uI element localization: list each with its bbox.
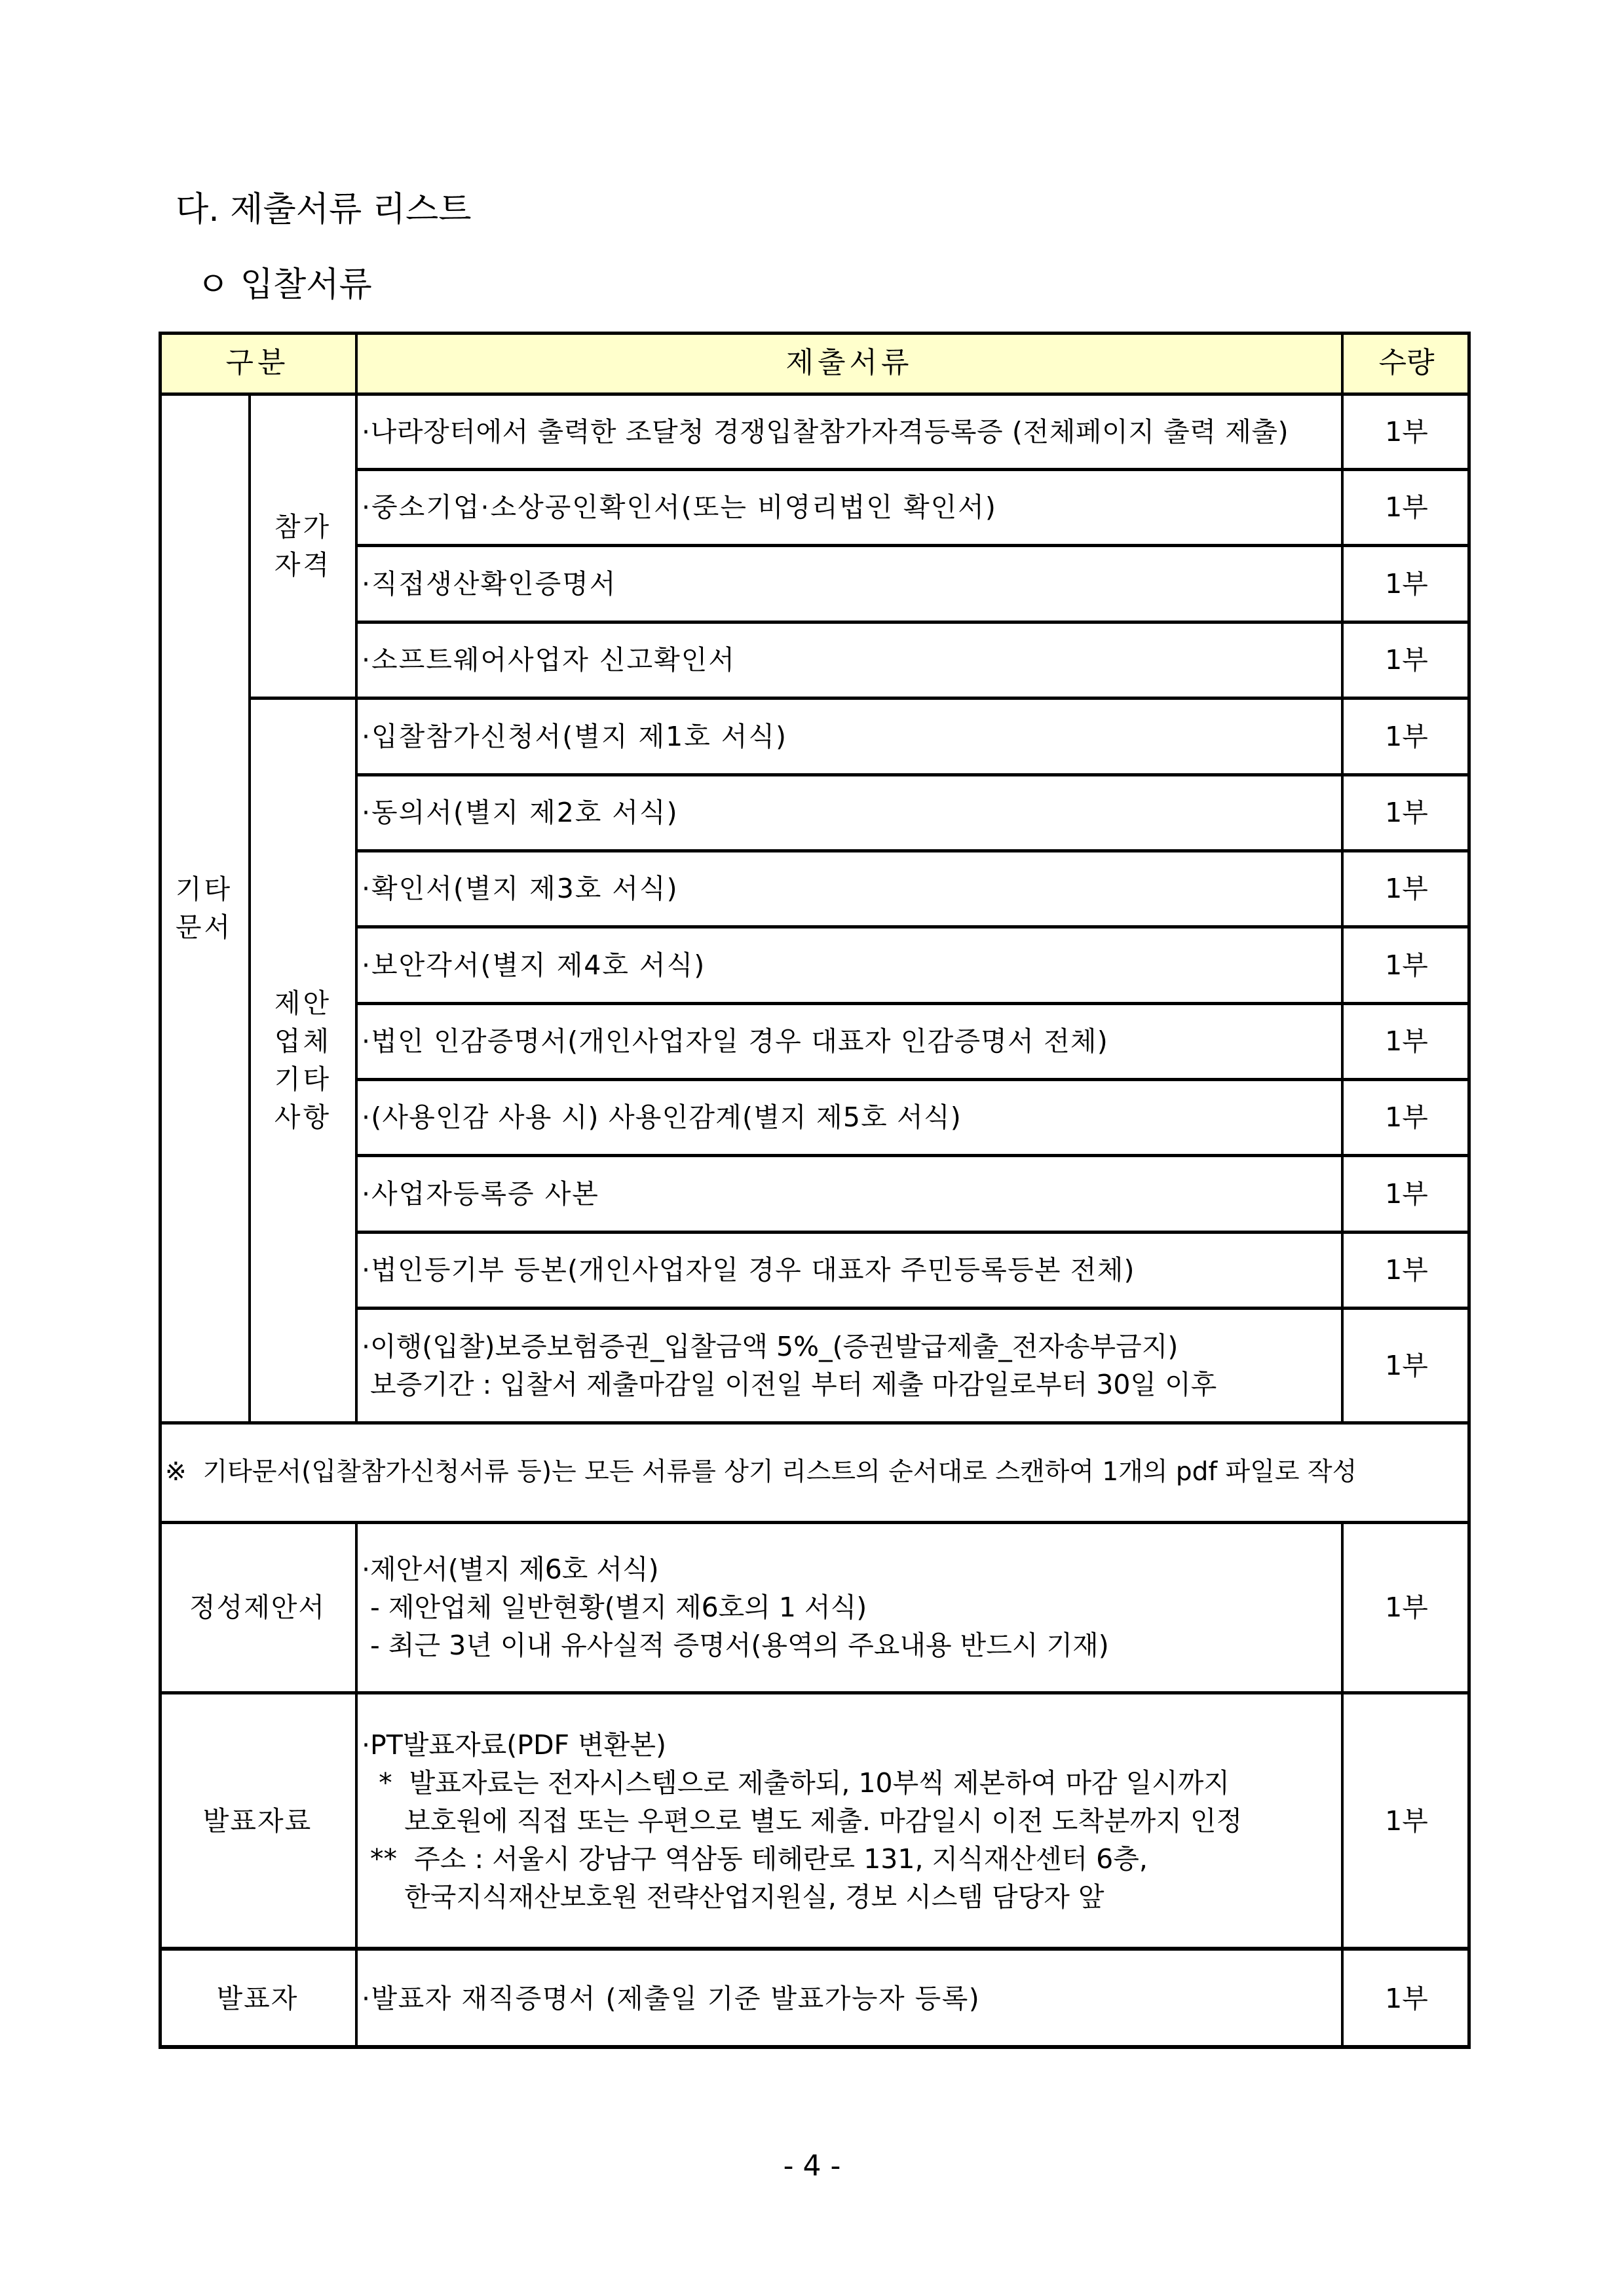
doc-text: ·발표자 재직증명서 (제출일 기준 발표가능자 등록)	[362, 1982, 981, 2014]
table-row-doc	[356, 1079, 1342, 1155]
table-row-doc	[356, 545, 1342, 622]
table-row-doc	[356, 1232, 1342, 1308]
table-border	[355, 468, 1471, 471]
qty-text: 1부	[1385, 1101, 1428, 1133]
qty-text: 1부	[1385, 567, 1428, 600]
doc-text: ·(사용인감 사용 시) 사용인감계(별지 제5호 서식)	[362, 1101, 962, 1133]
group-other-documents-line: 문서	[175, 911, 233, 943]
table-border	[355, 925, 1471, 928]
table-row-doc	[356, 1003, 1342, 1079]
doc-text-line: 보증기간 : 입찰서 제출마감일 이전일 부터 제출 마감일로부터 30일 이후	[362, 1368, 1217, 1400]
table-border	[355, 1078, 1471, 1081]
group-other-documents-line: 기타	[175, 873, 233, 905]
table-border	[159, 1691, 1471, 1694]
qty-text: 1부	[1385, 720, 1428, 752]
table-border	[355, 849, 1471, 852]
table-row-qty	[1342, 1155, 1471, 1232]
doc-text: ·확인서(별지 제3호 서식)	[362, 873, 679, 904]
note-row	[159, 1423, 1471, 1522]
table-row-qty	[1342, 394, 1471, 469]
group-qualification	[250, 394, 356, 698]
doc-text-line: ·PT발표자료(PDF 변환본)	[362, 1729, 666, 1761]
header-category	[159, 332, 356, 394]
submission-documents-table	[159, 332, 1471, 2048]
table-border	[159, 1421, 1471, 1425]
table-row-doc	[356, 1155, 1342, 1232]
table-row-qty	[1342, 469, 1471, 545]
qty-text: 1부	[1385, 1177, 1428, 1210]
doc-text-line: - 제안업체 일반현황(별지 제6호의 1 서식)	[362, 1592, 867, 1623]
table-row-qty	[1342, 1079, 1471, 1155]
table-border	[159, 332, 162, 2049]
doc-text: ·법인등기부 등본(개인사업자일 경우 대표자 주민등록등본 전체)	[362, 1254, 1135, 1286]
table-row-qty	[1342, 851, 1471, 927]
table-border	[1467, 332, 1471, 2049]
qty-text: 1부	[1385, 644, 1428, 676]
table-border	[355, 773, 1471, 776]
table-row-qty	[1342, 1522, 1471, 1693]
qty-text: 1부	[1385, 491, 1428, 523]
category-label: 발표자료	[202, 1805, 312, 1837]
doc-text: ·소프트웨어사업자 신고확인서	[362, 644, 736, 676]
doc-text: ·보안각서(별지 제4호 서식)	[362, 949, 706, 981]
doc-text-line: - 최근 3년 이내 유사실적 증명서(용역의 주요내용 반드시 기재)	[362, 1630, 1109, 1661]
table-row-qty	[1342, 927, 1471, 1003]
doc-text: ·나라장터에서 출력한 조달청 경쟁입찰참가자격등록증 (전체페이지 출력 제출)	[362, 415, 1289, 448]
table-border	[159, 1947, 1471, 1951]
table-row-doc	[356, 698, 1342, 775]
table-row-doc	[356, 1693, 1342, 1949]
table-row-qty	[1342, 1693, 1471, 1949]
doc-text: ·동의서(별지 제2호 서식)	[362, 797, 679, 828]
table-row-qty	[1342, 1308, 1471, 1423]
group-bidder-other-line: 기타	[274, 1063, 332, 1095]
qty-text: 1부	[1385, 1592, 1428, 1623]
doc-text: ·사업자등록증 사본	[362, 1177, 599, 1210]
table-row-doc	[356, 851, 1342, 927]
doc-text: ·입찰참가신청서(별지 제1호 서식)	[362, 720, 788, 752]
table-row-qty	[1342, 1949, 1471, 2048]
doc-text: ·직접생산확인증명서	[362, 567, 617, 600]
table-row-qty	[1342, 775, 1471, 851]
qty-text: 1부	[1385, 797, 1428, 828]
note-text: ※ 기타문서(입찰참가신청서류 등)는 모든 서류를 상기 리스트의 순서대로 스캔하여 1개의 pdf 파일로 작성	[165, 1457, 1357, 1487]
doc-text-line: 한국지식재산보호원 전략산업지원실, 경보 시스템 담당자 앞	[362, 1881, 1105, 1913]
group-other-documents	[159, 394, 250, 1423]
table-border	[248, 392, 251, 1424]
group-bidder-other-line: 업체	[274, 1025, 332, 1057]
doc-text: ·법인 인감증명서(개인사업자일 경우 대표자 인감증명서 전체)	[362, 1025, 1108, 1057]
group-bidder-other-line: 사항	[274, 1101, 332, 1133]
table-border	[355, 1231, 1471, 1234]
table-border	[1341, 332, 1344, 1424]
qty-text: 1부	[1385, 1982, 1428, 2014]
table-border	[355, 332, 358, 1424]
table-row-qty	[1342, 1232, 1471, 1308]
table-row-doc	[356, 1949, 1342, 2048]
qty-text: 1부	[1385, 873, 1428, 904]
table-border	[355, 621, 1471, 624]
qty-text: 1부	[1385, 949, 1428, 981]
doc-text-line: * 발표자료는 전자시스템으로 제출하되, 10부씩 제본하여 마감 일시까지	[362, 1767, 1230, 1799]
table-row-doc	[356, 469, 1342, 545]
group-bidder-other-line: 제안	[274, 987, 332, 1019]
qty-text: 1부	[1385, 415, 1428, 448]
qty-text: 1부	[1385, 1025, 1428, 1057]
page-number: - 4 -	[783, 2149, 841, 2183]
table-row-doc	[356, 927, 1342, 1003]
table-row-doc	[356, 622, 1342, 698]
table-row-doc	[356, 1522, 1342, 1693]
doc-text-line: ·제안서(별지 제6호 서식)	[362, 1554, 659, 1585]
table-border	[1341, 1521, 1344, 2049]
table-row-qty	[1342, 698, 1471, 775]
category-label: 발표자	[216, 1982, 299, 2014]
header-quantity	[1342, 332, 1471, 394]
qty-text: 1부	[1385, 1805, 1428, 1837]
group-bidder-other	[250, 698, 356, 1423]
doc-text-line: ·이행(입찰)보증보험증권_입찰금액 5%_(증권발급제출_전자송부금지)	[362, 1330, 1179, 1362]
category-label: 정성제안서	[189, 1592, 326, 1623]
table-border	[355, 1521, 358, 2049]
header-documents-label: 제출서류	[785, 345, 913, 379]
qty-text: 1부	[1385, 1254, 1428, 1286]
section-title: 다. 제출서류 리스트	[176, 190, 472, 229]
table-border	[355, 1154, 1471, 1157]
table-row-doc	[356, 1308, 1342, 1423]
group-qualification-line: 참가	[274, 511, 332, 543]
qty-text: 1부	[1385, 1349, 1428, 1381]
table-border	[355, 544, 1471, 547]
header-quantity-label: 수량	[1378, 345, 1435, 379]
category-qualitative-proposal	[159, 1522, 356, 1693]
table-border	[248, 697, 1471, 700]
table-row-qty	[1342, 622, 1471, 698]
group-qualification-line: 자격	[274, 549, 332, 581]
header-category-label: 구분	[225, 345, 290, 379]
header-documents	[356, 332, 1342, 394]
table-border	[355, 1307, 1471, 1310]
category-presentation-materials	[159, 1693, 356, 1949]
doc-text: ·중소기업·소상공인확인서(또는 비영리법인 확인서)	[362, 491, 997, 523]
table-border	[159, 1521, 1471, 1524]
category-presenter	[159, 1949, 356, 2048]
table-row-doc	[356, 775, 1342, 851]
table-row-qty	[1342, 545, 1471, 622]
table-row-qty	[1342, 1003, 1471, 1079]
subsection-title: ㅇ 입찰서류	[197, 265, 372, 305]
doc-text-line: 보호원에 직접 또는 우편으로 별도 제출. 마감일시 이전 도착분까지 인정	[362, 1805, 1243, 1837]
table-row-doc	[356, 394, 1342, 469]
doc-text-line: ** 주소 : 서울시 강남구 역삼동 테헤란로 131, 지식재산센터 6층,	[362, 1843, 1148, 1875]
table-border	[355, 1002, 1471, 1005]
